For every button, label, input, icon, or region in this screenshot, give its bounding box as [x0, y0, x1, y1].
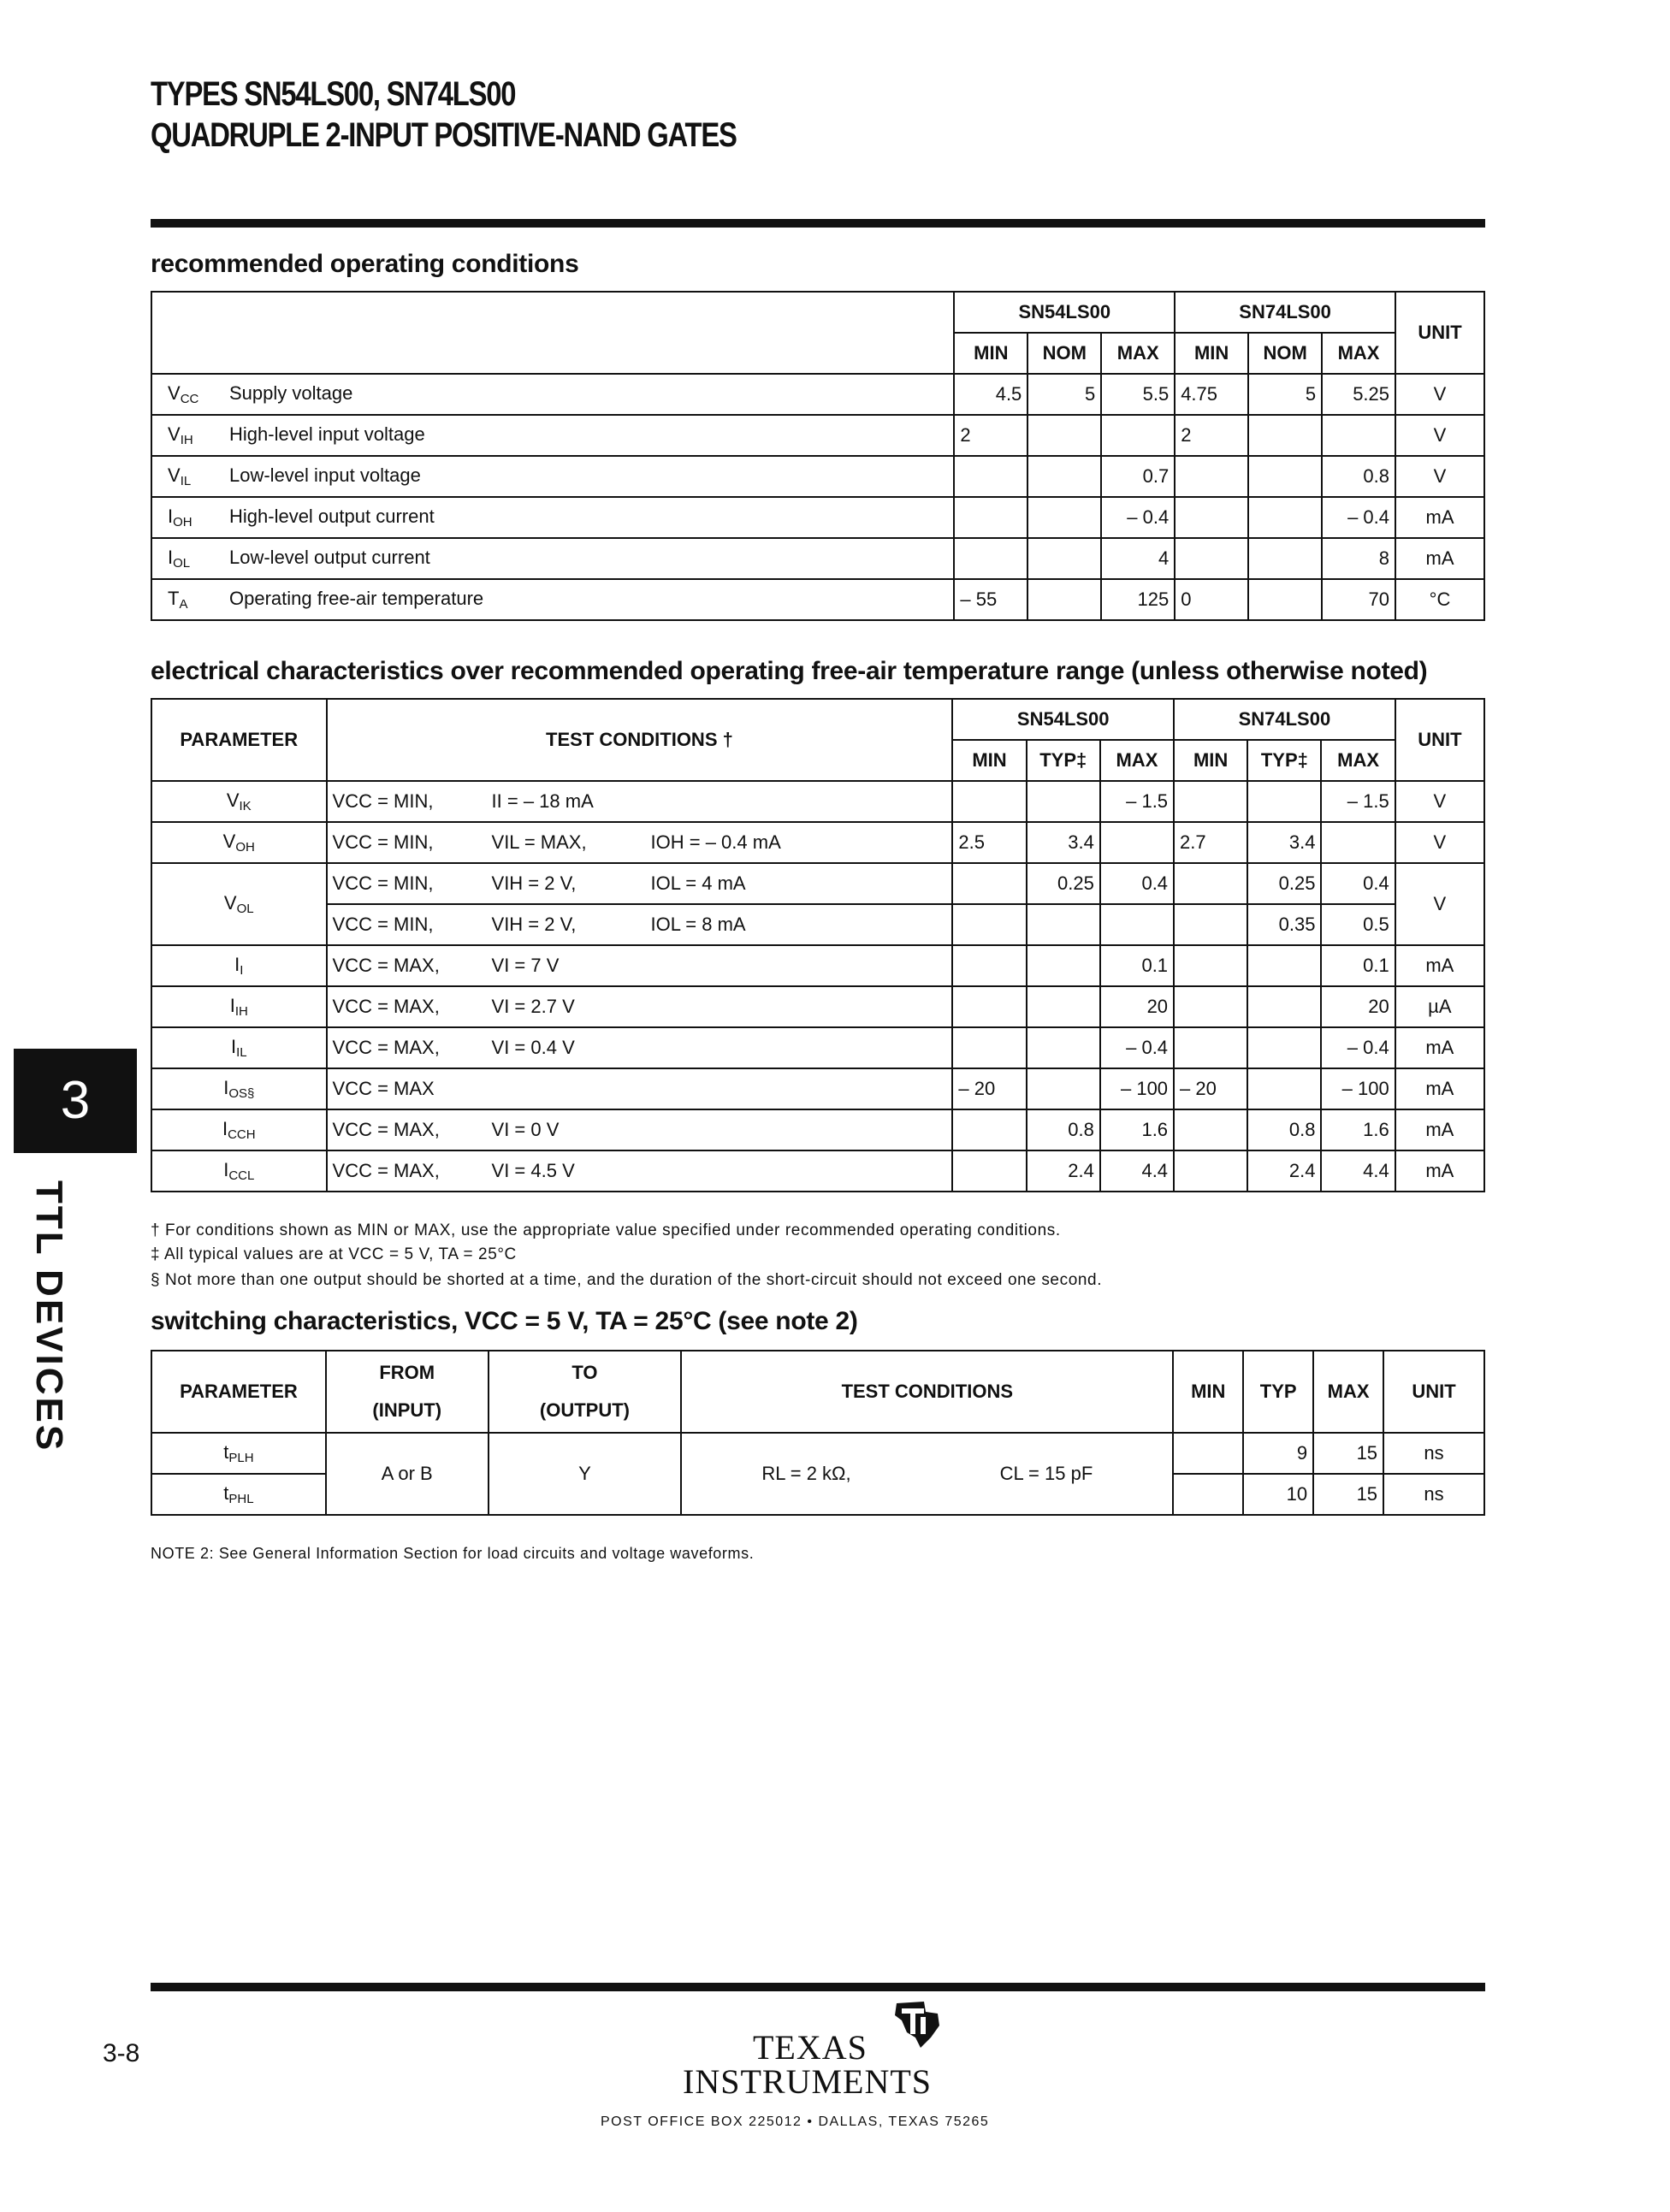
ti-logo-icon [890, 1998, 943, 2051]
sw-unit-cell: ns [1383, 1474, 1484, 1515]
roc-value-cell [1248, 415, 1322, 456]
roc-value-cell: 5.5 [1101, 374, 1175, 415]
ec-value-cell: 3.4 [1247, 822, 1321, 863]
ec-table [151, 698, 1485, 1192]
ec-param-cell: $I_{OS\S}$ [151, 1068, 327, 1109]
roc-dev2-header: SN74LS00 [1175, 292, 1395, 333]
ec-unit-cell: mA [1395, 945, 1484, 986]
roc-value-cell: 4.5 [954, 374, 1027, 415]
ec-value-cell: 0.1 [1321, 945, 1395, 986]
page-title-line1: TYPES SN54LS00, SN74LS00 [151, 75, 516, 113]
sw-unit-cell: ns [1383, 1433, 1484, 1474]
table-row [151, 579, 1484, 620]
ec-unit-cell: mA [1395, 1150, 1484, 1192]
roc-value-cell [1027, 497, 1101, 538]
ec-value-cell [1027, 945, 1100, 986]
ec-param-cell: $I_I$ [151, 945, 327, 986]
roc-min-header: MIN [954, 333, 1027, 374]
roc-unit-cell: V [1395, 374, 1484, 415]
roc-value-cell [1175, 497, 1248, 538]
sw-typ-header: TYP [1243, 1351, 1313, 1433]
ec-value-cell [1174, 1027, 1247, 1068]
roc-blank-header [151, 292, 954, 374]
ec-value-cell [952, 945, 1026, 986]
roc-heading: recommended operating conditions [151, 250, 579, 278]
ec-value-cell: 0.4 [1100, 863, 1174, 904]
table-row [151, 497, 1484, 538]
footnote-double-dagger: ‡ All typical values are at VCC = 5 V, TA = 25°C [151, 1245, 517, 1263]
ec-value-cell: 0.5 [1321, 904, 1395, 945]
ec-value-cell: 2.5 [952, 822, 1026, 863]
roc-value-cell: 125 [1101, 579, 1175, 620]
table-row [151, 822, 1484, 863]
roc-value-cell: 5.25 [1322, 374, 1395, 415]
top-rule [151, 219, 1485, 228]
ec-value-cell: 0.25 [1027, 863, 1100, 904]
roc-nom-header: NOM [1027, 333, 1101, 374]
ec-value-cell [952, 781, 1026, 822]
ec-value-cell: – 100 [1321, 1068, 1395, 1109]
ec-value-cell [1321, 822, 1395, 863]
ec-value-cell [1174, 781, 1247, 822]
roc-unit-cell: mA [1395, 497, 1484, 538]
ec-min-header: MIN [952, 740, 1026, 781]
ec-conditions-cell: VCC = MAX, VI = 4.5 V [327, 1150, 953, 1192]
roc-unit-cell: °C [1395, 579, 1484, 620]
ec-value-cell: 3.4 [1027, 822, 1100, 863]
table-row [151, 456, 1484, 497]
sw-from-sub: (INPUT) [372, 1399, 442, 1421]
roc-value-cell [1248, 497, 1322, 538]
section-label: TTL DEVICES [28, 1180, 70, 1453]
sw-conditions-cell [681, 1433, 1173, 1515]
ec-value-cell [1247, 945, 1321, 986]
roc-value-cell [1027, 415, 1101, 456]
roc-value-cell [1027, 579, 1101, 620]
roc-value-cell: 0 [1175, 579, 1248, 620]
ec-value-cell [1174, 1150, 1247, 1192]
ec-conditions-cell: VCC = MAX [327, 1068, 953, 1109]
roc-min-header: MIN [1175, 333, 1248, 374]
roc-param-cell: $I_{OH}$ High-level output current [151, 497, 954, 538]
ec-value-cell: 0.8 [1027, 1109, 1100, 1150]
roc-param-cell: $T_A$ Operating free-air temperature [151, 579, 954, 620]
ec-max-header: MAX [1321, 740, 1395, 781]
roc-value-cell [1027, 538, 1101, 579]
ec-conditions-cell: VCC = MIN, VIL = MAX, IOH = – 0.4 mA [327, 822, 953, 863]
sw-to-label: TO [571, 1362, 598, 1383]
ec-dev1-header: SN54LS00 [952, 699, 1174, 740]
table-row [151, 1150, 1484, 1192]
roc-value-cell: 8 [1322, 538, 1395, 579]
sw-max-header: MAX [1313, 1351, 1383, 1433]
table-row [151, 1109, 1484, 1150]
page-title-line2: QUADRUPLE 2-INPUT POSITIVE-NAND GATES [151, 116, 737, 154]
ec-unit-cell: mA [1395, 1027, 1484, 1068]
ec-unit-cell: mA [1395, 1068, 1484, 1109]
table-row [151, 1027, 1484, 1068]
ec-conditions-cell: VCC = MIN, VIH = 2 V, IOL = 4 mA [327, 863, 953, 904]
sw-to-sub: (OUTPUT) [539, 1399, 631, 1421]
ec-param-cell: $I_{IH}$ [151, 986, 327, 1027]
ec-value-cell [952, 1027, 1026, 1068]
roc-value-cell [1027, 456, 1101, 497]
roc-table [151, 291, 1485, 621]
ec-value-cell [1100, 822, 1174, 863]
ec-value-cell [1247, 1068, 1321, 1109]
roc-value-cell [954, 456, 1027, 497]
ec-heading: electrical characteristics over recommended operating free-air temperature range (unless otherwise noted) [151, 657, 1428, 685]
footnote-dagger: † For conditions shown as MIN or MAX, use the appropriate value specified under recommended operating conditions. [151, 1221, 1061, 1239]
ec-param-cell: $V_{IK}$ [151, 781, 327, 822]
table-row [151, 863, 1484, 904]
table-row [151, 945, 1484, 986]
table-row [151, 986, 1484, 1027]
ec-value-cell [1174, 1109, 1247, 1150]
sw-max-cell: 15 [1313, 1474, 1383, 1515]
ec-value-cell: 1.6 [1321, 1109, 1395, 1150]
ec-value-cell [952, 863, 1026, 904]
page-number: 3-8 [103, 2039, 140, 2067]
ec-value-cell [1027, 986, 1100, 1027]
roc-max-header: MAX [1322, 333, 1395, 374]
roc-value-cell: 70 [1322, 579, 1395, 620]
sw-heading: switching characteristics, VCC = 5 V, TA = 25°C (see note 2) [151, 1307, 858, 1335]
ec-max-header: MAX [1100, 740, 1174, 781]
roc-value-cell: – 0.4 [1101, 497, 1175, 538]
ec-conditions-cell: VCC = MAX, VI = 7 V [327, 945, 953, 986]
ec-value-cell: 0.8 [1247, 1109, 1321, 1150]
ec-conditions-cell: VCC = MAX, VI = 2.7 V [327, 986, 953, 1027]
table-row [151, 781, 1484, 822]
ec-value-cell [1027, 904, 1100, 945]
table-row [151, 1433, 1484, 1474]
roc-value-cell [1248, 538, 1322, 579]
ec-value-cell [1247, 781, 1321, 822]
roc-value-cell [1248, 579, 1322, 620]
ec-value-cell [1027, 781, 1100, 822]
ec-conditions-cell: VCC = MAX, VI = 0 V [327, 1109, 953, 1150]
ec-value-cell: 2.7 [1174, 822, 1247, 863]
company-address: POST OFFICE BOX 225012 • DALLAS, TEXAS 75265 [601, 2114, 990, 2129]
ec-value-cell [1027, 1027, 1100, 1068]
ec-unit-cell: V [1395, 863, 1484, 945]
ec-value-cell: – 1.5 [1100, 781, 1174, 822]
sw-min-cell [1173, 1433, 1243, 1474]
ec-value-cell: 1.6 [1100, 1109, 1174, 1150]
roc-unit-cell: mA [1395, 538, 1484, 579]
ec-value-cell [952, 1109, 1026, 1150]
sw-min-cell [1173, 1474, 1243, 1515]
roc-value-cell [954, 538, 1027, 579]
sw-unit-header: UNIT [1383, 1351, 1484, 1433]
ec-param-cell: $I_{IL}$ [151, 1027, 327, 1068]
ec-unit-cell: V [1395, 781, 1484, 822]
roc-value-cell [1175, 538, 1248, 579]
roc-unit-cell: V [1395, 415, 1484, 456]
section-tab: 3 [14, 1049, 137, 1153]
sw-to-header [489, 1351, 682, 1433]
ec-value-cell [1100, 904, 1174, 945]
ec-unit-cell: µA [1395, 986, 1484, 1027]
table-row [151, 538, 1484, 579]
sw-from-header [326, 1351, 489, 1433]
ec-test-conditions-header: TEST CONDITIONS † [327, 699, 953, 781]
ec-value-cell [1247, 986, 1321, 1027]
ec-value-cell [1174, 945, 1247, 986]
ec-value-cell [952, 986, 1026, 1027]
roc-value-cell [1175, 456, 1248, 497]
roc-value-cell: 0.8 [1322, 456, 1395, 497]
ec-value-cell: – 100 [1100, 1068, 1174, 1109]
bottom-rule [151, 1983, 1485, 1991]
footnote-section: § Not more than one output should be shorted at a time, and the duration of the short-circuit should not exceed one second. [151, 1271, 1103, 1289]
roc-unit-header: UNIT [1395, 292, 1484, 374]
roc-value-cell: – 55 [954, 579, 1027, 620]
sw-cl: CL = 15 pF [999, 1463, 1093, 1484]
sw-rl: RL = 2 kΩ, [761, 1463, 851, 1484]
sw-parameter-header: PARAMETER [151, 1351, 326, 1433]
roc-value-cell: 4.75 [1175, 374, 1248, 415]
ec-typ-header: TYP‡ [1027, 740, 1100, 781]
table-row [151, 904, 1484, 945]
ec-conditions-cell: VCC = MAX, VI = 0.4 V [327, 1027, 953, 1068]
ec-value-cell: 0.4 [1321, 863, 1395, 904]
sw-from-label: FROM [379, 1362, 435, 1383]
ec-value-cell [952, 1150, 1026, 1192]
roc-param-cell: $V_{IL}$ Low-level input voltage [151, 456, 954, 497]
ec-value-cell: 0.25 [1247, 863, 1321, 904]
sw-typ-cell: 10 [1243, 1474, 1313, 1515]
table-row [151, 1068, 1484, 1109]
roc-value-cell: 2 [954, 415, 1027, 456]
roc-value-cell: 4 [1101, 538, 1175, 579]
ec-value-cell [1174, 986, 1247, 1027]
ec-parameter-header: PARAMETER [151, 699, 327, 781]
ec-conditions-cell: VCC = MIN, II = – 18 mA [327, 781, 953, 822]
roc-value-cell: – 0.4 [1322, 497, 1395, 538]
ec-value-cell: – 1.5 [1321, 781, 1395, 822]
roc-dev1-header: SN54LS00 [954, 292, 1175, 333]
ec-value-cell [1027, 1068, 1100, 1109]
ec-value-cell [1174, 863, 1247, 904]
sw-test-conditions-header: TEST CONDITIONS [681, 1351, 1173, 1433]
ec-unit-cell: V [1395, 822, 1484, 863]
ec-value-cell [1247, 1027, 1321, 1068]
sw-max-cell: 15 [1313, 1433, 1383, 1474]
roc-value-cell: 2 [1175, 415, 1248, 456]
ec-value-cell: 2.4 [1027, 1150, 1100, 1192]
company-name-line2: INSTRUMENTS [683, 2062, 933, 2101]
roc-nom-header: NOM [1248, 333, 1322, 374]
ec-value-cell: 20 [1321, 986, 1395, 1027]
roc-value-cell [1322, 415, 1395, 456]
sw-param-cell: $t_{PHL}$ [151, 1474, 326, 1515]
table-row [151, 374, 1484, 415]
roc-unit-cell: V [1395, 456, 1484, 497]
table-row [151, 415, 1484, 456]
ec-param-cell: $I_{CCH}$ [151, 1109, 327, 1150]
ec-conditions-cell: VCC = MIN, VIH = 2 V, IOL = 8 mA [327, 904, 953, 945]
ec-value-cell: – 0.4 [1321, 1027, 1395, 1068]
note-2: NOTE 2: See General Information Section for load circuits and voltage waveforms. [151, 1545, 755, 1562]
ec-value-cell: 4.4 [1100, 1150, 1174, 1192]
ec-param-cell: $V_{OL}$ [151, 863, 327, 945]
sw-to-cell: Y [489, 1433, 682, 1515]
ec-param-cell: $I_{CCL}$ [151, 1150, 327, 1192]
ec-value-cell: 2.4 [1247, 1150, 1321, 1192]
ec-min-header: MIN [1174, 740, 1247, 781]
roc-param-cell: $I_{OL}$ Low-level output current [151, 538, 954, 579]
roc-value-cell: 5 [1248, 374, 1322, 415]
ec-value-cell: – 20 [1174, 1068, 1247, 1109]
company-name-line1: TEXAS [753, 2028, 868, 2067]
roc-value-cell: 0.7 [1101, 456, 1175, 497]
ec-dev2-header: SN74LS00 [1174, 699, 1395, 740]
ec-value-cell [1174, 904, 1247, 945]
roc-param-cell: $V_{IH}$ High-level input voltage [151, 415, 954, 456]
sw-table [151, 1350, 1485, 1516]
ec-value-cell: – 20 [952, 1068, 1026, 1109]
sw-min-header: MIN [1173, 1351, 1243, 1433]
ec-value-cell [952, 904, 1026, 945]
sw-param-cell: $t_{PLH}$ [151, 1433, 326, 1474]
roc-value-cell: 5 [1027, 374, 1101, 415]
roc-value-cell [954, 497, 1027, 538]
ec-unit-header: UNIT [1395, 699, 1484, 781]
ec-typ-header: TYP‡ [1247, 740, 1321, 781]
ec-unit-cell: mA [1395, 1109, 1484, 1150]
roc-max-header: MAX [1101, 333, 1175, 374]
roc-value-cell [1101, 415, 1175, 456]
ec-value-cell: 0.35 [1247, 904, 1321, 945]
roc-value-cell [1248, 456, 1322, 497]
ec-value-cell: 0.1 [1100, 945, 1174, 986]
ec-value-cell: 4.4 [1321, 1150, 1395, 1192]
sw-typ-cell: 9 [1243, 1433, 1313, 1474]
ec-value-cell: 20 [1100, 986, 1174, 1027]
ec-value-cell: – 0.4 [1100, 1027, 1174, 1068]
ec-param-cell: $V_{OH}$ [151, 822, 327, 863]
sw-from-cell: A or B [326, 1433, 489, 1515]
roc-param-cell: $V_{CC}$ Supply voltage [151, 374, 954, 415]
